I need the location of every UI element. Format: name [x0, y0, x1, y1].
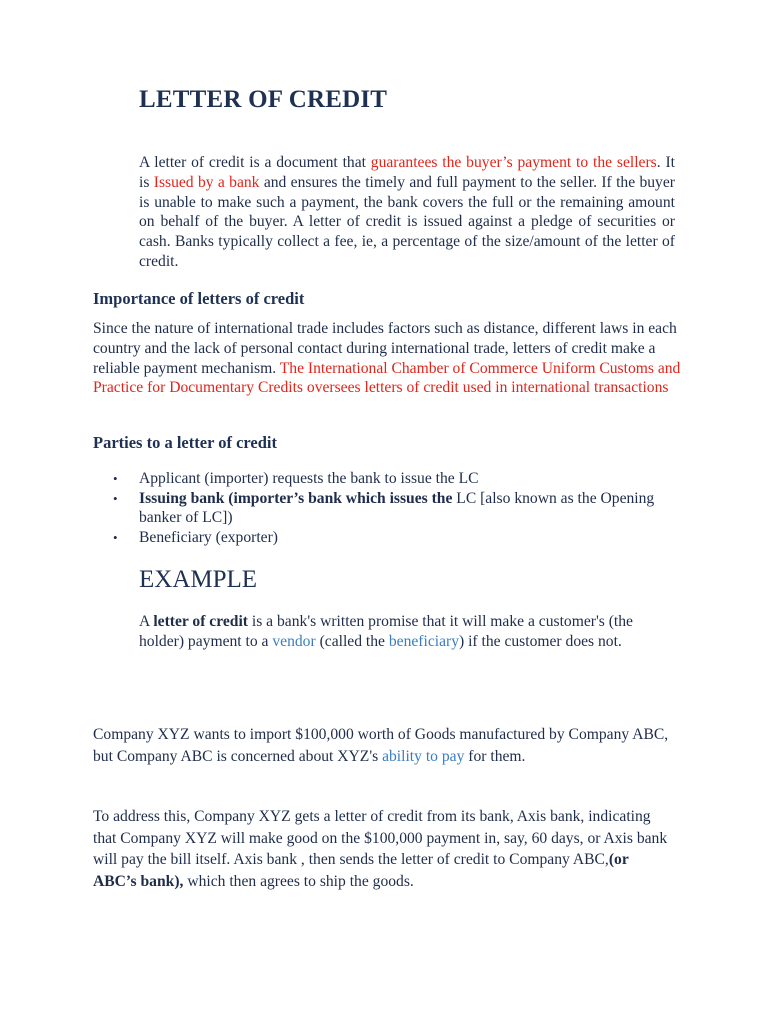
- list-item: [113, 528, 683, 548]
- ability-to-pay-link[interactable]: ability to pay: [382, 747, 465, 765]
- list-item: [113, 469, 683, 489]
- intro-text: and ensures the timely and full payment to the seller. If the buyer is unable to make such a payment, the bank covers the full or the remaining amount on behalf of the buyer. A letter of credit is issued against a pledge of securities or cash. Banks typically collect a fee, ie, a percentage of the size/amount of the letter of credit.: [139, 173, 675, 270]
- parties-heading: Parties to a letter of credit: [93, 433, 278, 452]
- intro-highlight-guarantee: guarantees the buyer’s payment to the sellers: [370, 154, 657, 171]
- bullet-icon: •: [113, 529, 118, 545]
- example-text: is a bank's written promise that it will make a customer's (the holder) payment to a: [139, 613, 633, 650]
- importance-heading: Importance of letters of credit: [93, 289, 305, 308]
- importance-highlight-icc: The International Chamber of Commerce Uniform Customs and Practice for Documentary Credits oversees letters of credit used in international transactions: [93, 359, 681, 397]
- example-paragraph: [139, 612, 675, 652]
- parties-list: [113, 469, 683, 547]
- intro-highlight-issued: Issued by a bank: [153, 173, 260, 191]
- list-item-text: Beneficiary (exporter): [139, 528, 278, 546]
- intro-text: A letter of credit is a document that: [139, 154, 371, 171]
- example-text: A: [139, 613, 154, 630]
- scenario-text: for them.: [464, 747, 526, 765]
- list-item-text: LC [also known as the Opening banker of LC]): [139, 489, 655, 527]
- scenario-paragraph-1: [93, 724, 683, 767]
- document-title: LETTER OF CREDIT: [139, 86, 388, 113]
- importance-text: Since the nature of international trade includes factors such as distance, different laws in each country and the lack of personal contact during international trade, letters of credit make a reliable payment mechanism.: [93, 320, 677, 377]
- intro-text: . It is: [139, 154, 675, 191]
- example-bold-term: letter of credit: [153, 613, 248, 630]
- scenario-bold-text: (or ABC’s bank),: [93, 851, 629, 890]
- list-item-bold-text: Issuing bank (importer’s bank which issues the: [139, 489, 453, 507]
- scenario-text: Company XYZ wants to import $100,000 worth of Goods manufactured by Company ABC, but Company ABC is concerned about XYZ's: [93, 726, 669, 765]
- bullet-icon: •: [113, 490, 118, 506]
- example-heading: EXAMPLE: [139, 566, 258, 593]
- example-text: ) if the customer does not.: [459, 632, 622, 650]
- bullet-icon: •: [113, 471, 118, 486]
- scenario-text: To address this, Company XYZ gets a letter of credit from its bank, Axis bank, indicating that Company XYZ will make good on the $100,000 payment in, say, 60 days, or Axis bank will pay the bill itself. Axis bank , then sends the letter of credit to Company ABC,: [93, 808, 668, 868]
- intro-paragraph: [139, 153, 675, 272]
- importance-paragraph: [93, 319, 683, 398]
- vendor-link[interactable]: vendor: [272, 632, 316, 650]
- beneficiary-link[interactable]: beneficiary: [388, 632, 459, 650]
- list-item: [113, 489, 683, 528]
- list-item-text: Applicant (importer) requests the bank to issue the LC: [139, 470, 479, 487]
- scenario-text: which then agrees to ship the goods.: [183, 872, 414, 890]
- example-text: (called the: [315, 632, 389, 650]
- scenario-paragraph-2: [93, 806, 675, 892]
